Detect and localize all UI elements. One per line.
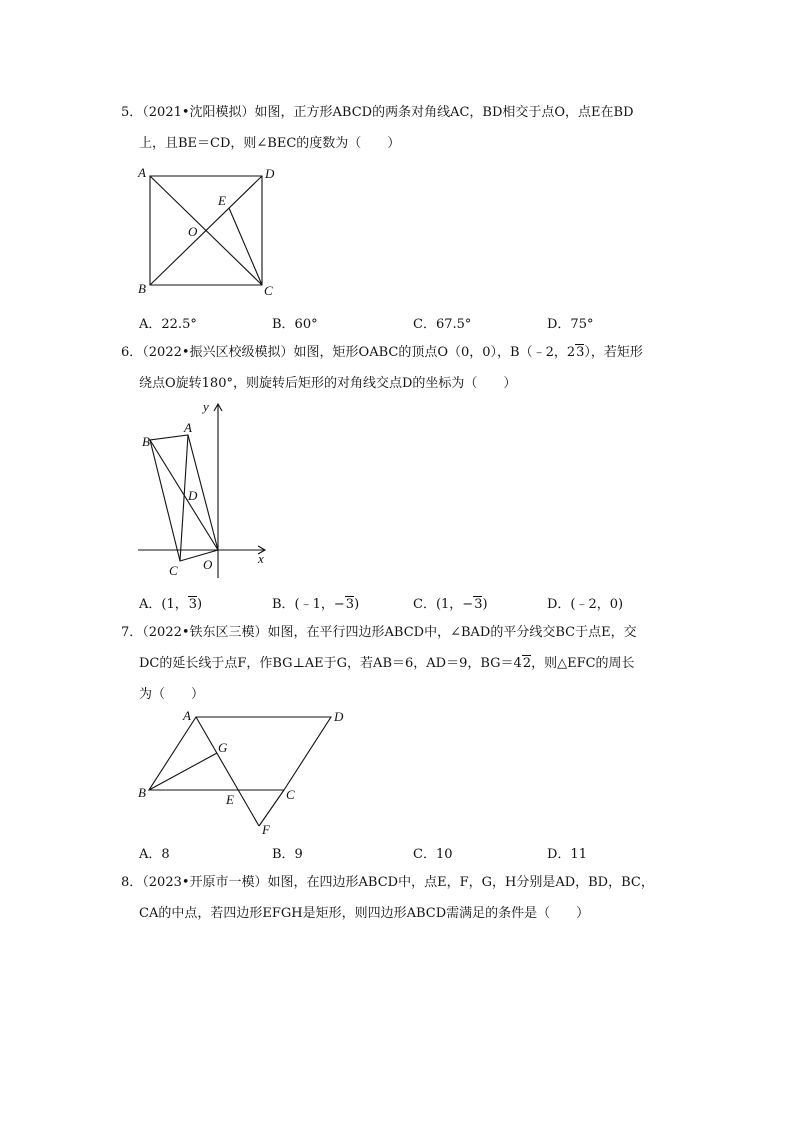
q6-option-a-post: ) bbox=[197, 597, 203, 612]
q6-option-b-sqrt: 3 bbox=[345, 597, 355, 612]
q5-label-o: O bbox=[188, 224, 198, 239]
q6-text-line2: 绕点O旋转180°，则旋转后矩形的对角线交点D的坐标为（ ） bbox=[139, 376, 517, 391]
q6-sqrt-value: 3 bbox=[576, 345, 585, 360]
q8-number: 8． bbox=[121, 875, 143, 890]
q7-option-a[interactable]: A．8 bbox=[139, 847, 170, 862]
q6-option-c-pre: C．(1，− bbox=[413, 597, 474, 612]
q7-label-f: F bbox=[262, 822, 270, 837]
q7-stem-line2a: DC的延长线于点F，作BG⊥AE于G，若AB＝6，AD＝9，BG＝4 bbox=[139, 656, 522, 671]
q6-label-o: O bbox=[203, 557, 213, 572]
q6-option-b-post: ) bbox=[354, 597, 360, 612]
q6-option-c-post: ) bbox=[482, 597, 488, 612]
q6-option-a-pre: A．(1， bbox=[139, 597, 188, 612]
q6-option-b[interactable] bbox=[272, 593, 359, 612]
q6-figure bbox=[136, 397, 276, 582]
q7-number: 7． bbox=[121, 625, 143, 640]
q6-label-a: A bbox=[184, 420, 192, 435]
q5-text-line2: 上，且BE＝CD，则∠BEC的度数为（ ） bbox=[139, 136, 401, 151]
q7-parallelogram-abcd bbox=[149, 717, 331, 790]
q6-option-c-sqrt: 3 bbox=[474, 597, 483, 612]
q6-label-b: B bbox=[142, 434, 150, 449]
q7-label-g: G bbox=[218, 740, 228, 755]
q6-number: 6． bbox=[121, 345, 143, 360]
q6-label-c: C bbox=[169, 563, 178, 578]
q7-option-c[interactable]: C．10 bbox=[413, 847, 453, 862]
q7-segment-bg bbox=[149, 753, 217, 790]
q5-label-d: D bbox=[265, 166, 275, 181]
q8-stem-line1: （2023•开原市一模）如图，在四边形ABCD中，点E，F，G，H分别是AD，BD，BC， bbox=[142, 875, 654, 890]
q6-option-b-pre: B．(﹣1，− bbox=[272, 597, 345, 612]
q5-option-d[interactable]: D．75° bbox=[547, 317, 594, 332]
q8-text-line1 bbox=[121, 874, 654, 892]
q5-segment-ec bbox=[229, 208, 262, 285]
q6-option-c[interactable] bbox=[413, 593, 488, 612]
q7-text-line2 bbox=[139, 655, 635, 673]
q7-segment-af bbox=[196, 717, 259, 826]
q5-label-c: C bbox=[264, 283, 273, 298]
q7-figure bbox=[136, 707, 356, 837]
q5-stem-line1: （2021•沈阳模拟）如图，正方形ABCD的两条对角线AC，BD相交于点O，点E在BD bbox=[142, 105, 634, 120]
q7-label-d: D bbox=[334, 709, 344, 724]
q7-text-line3: 为（ ） bbox=[139, 687, 205, 702]
q5-figure bbox=[136, 165, 286, 300]
q8-text-line2: CA的中点，若四边形EFGH是矩形，则四边形ABCD需满足的条件是（ ） bbox=[139, 906, 590, 921]
q6-stem-line1a: （2022•振兴区校级模拟）如图，矩形OABC的顶点O（0，0），B（﹣2，2 bbox=[142, 345, 576, 360]
q6-label-x: x bbox=[258, 551, 264, 566]
q7-stem-line2b: ，则△EFC的周长 bbox=[531, 656, 635, 671]
q7-label-e: E bbox=[226, 792, 234, 807]
q7-label-c: C bbox=[286, 787, 295, 802]
q6-label-y: y bbox=[203, 399, 209, 414]
q7-stem-line1: （2022•铁东区三模）如图，在平行四边形ABCD中，∠BAD的平分线交BC于点E，交 bbox=[142, 625, 637, 640]
q7-sqrt-value: 2 bbox=[522, 656, 532, 671]
q6-option-a[interactable] bbox=[139, 593, 202, 612]
q7-label-a: A bbox=[183, 708, 191, 723]
q7-option-d[interactable]: D．11 bbox=[547, 847, 587, 862]
q5-option-a[interactable]: A．22.5° bbox=[139, 317, 197, 332]
q5-text-line1 bbox=[121, 104, 634, 122]
q6-option-d[interactable]: D．(﹣2，0) bbox=[547, 597, 624, 612]
q5-label-b: B bbox=[138, 281, 146, 296]
q5-option-c[interactable]: C．67.5° bbox=[413, 317, 472, 332]
q5-label-e: E bbox=[218, 193, 226, 208]
q6-diagonal-ac bbox=[180, 435, 188, 561]
q7-segment-cf bbox=[259, 790, 284, 826]
q7-label-b: B bbox=[138, 785, 146, 800]
q5-label-a: A bbox=[138, 165, 146, 180]
q5-number: 5． bbox=[121, 105, 143, 120]
q5-option-b[interactable]: B．60° bbox=[272, 317, 318, 332]
q7-text-line1 bbox=[121, 624, 637, 642]
q6-option-a-sqrt: 3 bbox=[188, 597, 198, 612]
q6-stem-line1b: ），若矩形 bbox=[584, 345, 643, 360]
q6-label-d: D bbox=[188, 488, 198, 503]
q6-text-line1 bbox=[121, 344, 643, 362]
q7-option-b[interactable]: B．9 bbox=[272, 847, 303, 862]
